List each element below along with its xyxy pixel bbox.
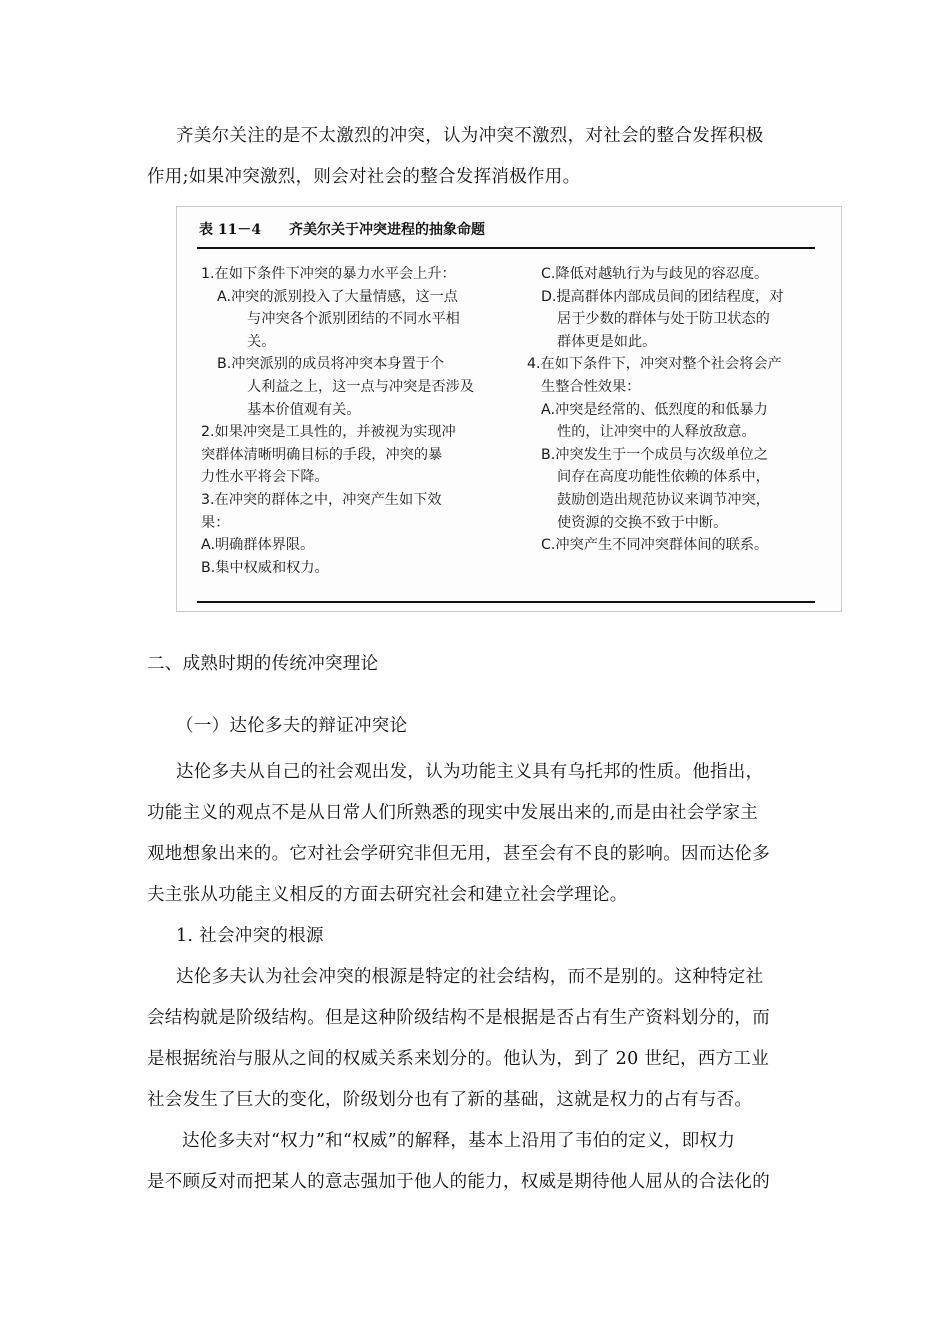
table-right-column: [527, 263, 827, 557]
table-right-line: 性的，让冲突中的人释放敌意。: [557, 424, 756, 441]
table-left-column: [201, 263, 501, 579]
table-left-line: 人利益之上，这一点与冲突是否涉及: [247, 378, 475, 395]
paragraph-line: 观地想象出来的。它对社会学研究非但无用，甚至会有不良的影响。因而达伦多: [147, 844, 770, 864]
table-left-line: B.冲突派别的成员将冲突本身置于个: [217, 356, 445, 373]
table-right-line: 间存在高度功能性依赖的体系中，: [557, 469, 770, 486]
table-left-line: B.集中权威和权力。: [201, 559, 329, 576]
table-right-line: 居于少数的群体与处于防卫状态的: [557, 311, 770, 328]
table-top-rule: [197, 247, 815, 249]
table-left-line: 突群体清晰明确目标的手段，冲突的暴: [201, 446, 443, 463]
table-right-line: B.冲突发生于一个成员与次级单位之: [541, 446, 769, 463]
paragraph-line: 达伦多夫对“权力”和“权威”的解释，基本上沿用了韦伯的定义，即权力: [182, 1131, 736, 1151]
table-right-line: 生整合性效果：: [541, 378, 641, 395]
intro-line-2: 作用;如果冲突激烈，则会对社会的整合发挥消极作用。: [147, 167, 581, 187]
table-right-line: 鼓励创造出规范协议来调节冲突，: [557, 491, 770, 508]
intro-line-1: 齐美尔关注的是不太激烈的冲突，认为冲突不激烈，对社会的整合发挥积极: [176, 126, 764, 146]
table-figure: [176, 206, 842, 612]
table-right-line: 群体更是如此。: [557, 333, 657, 350]
table-right-line: A.冲突是经常的、低烈度的和低暴力: [541, 401, 768, 418]
table-right-line: D.提高群体内部成员间的团结程度，对: [541, 288, 784, 305]
paragraph-line: 社会发生了巨大的变化，阶级划分也有了新的基础，这就是权力的占有与否。: [147, 1090, 753, 1110]
paragraph-line: 是根据统治与服从之间的权威关系来划分的。他认为，到了 20 世纪，西方工业: [147, 1049, 769, 1069]
table-left-line: 2.如果冲突是工具性的，并被视为实现冲: [201, 424, 456, 441]
paragraph-line: 夫主张从功能主义相反的方面去研究社会和建立社会学理论。: [147, 885, 628, 905]
subsection-heading: （一）达伦多夫的辩证冲突论: [176, 716, 408, 736]
table-left-line: 果：: [201, 514, 230, 531]
table-left-line: 与冲突各个派别团结的不同水平相: [247, 311, 460, 328]
table-left-line: A.明确群体界限。: [201, 537, 315, 554]
table-right-line: 使资源的交换不致于中断。: [557, 514, 728, 531]
table-left-line: A.冲突的派别投入了大量情感，这一点: [217, 288, 458, 305]
table-left-line: 3.在冲突的群体之中，冲突产生如下效: [201, 491, 442, 508]
table-number: 表 11－4: [199, 222, 262, 238]
section-heading: 二、成熟时期的传统冲突理论: [147, 654, 379, 674]
table-right-line: 4.在如下条件下，冲突对整个社会将会产: [527, 356, 782, 373]
table-left-line: 关。: [247, 333, 276, 350]
paragraph-line: 功能主义的观点不是从日常人们所熟悉的现实中发展出来的,而是由社会学家主: [147, 803, 759, 823]
table-title: 齐美尔关于冲突进程的抽象命题: [289, 222, 485, 238]
paragraph-line: 会结构就是阶级结构。但是这种阶级结构不是根据是否占有生产资料划分的，而: [147, 1008, 770, 1028]
table-right-line: C.降低对越轨行为与歧见的容忍度。: [541, 266, 769, 282]
table-caption: [199, 219, 485, 239]
table-right-line: C.冲突产生不同冲突群体间的联系。: [541, 537, 769, 554]
table-left-line: 基本价值观有关。: [247, 401, 361, 418]
paragraph-line: 达伦多夫从自己的社会观出发，认为功能主义具有乌托邦的性质。他指出，: [176, 762, 764, 782]
table-left-line: 力性水平将会下降。: [201, 469, 329, 486]
paragraph-line: 达伦多夫认为社会冲突的根源是特定的社会结构，而不是别的。这种特定社: [176, 967, 764, 987]
table-bottom-rule: [197, 601, 815, 603]
subsection-heading: 1. 社会冲突的根源: [176, 926, 324, 946]
paragraph-line: 是不顾反对而把某人的意志强加于他人的能力，权威是期待他人屈从的合法化的: [147, 1172, 770, 1192]
table-left-line: 1.在如下条件下冲突的暴力水平会上升：: [201, 266, 456, 282]
